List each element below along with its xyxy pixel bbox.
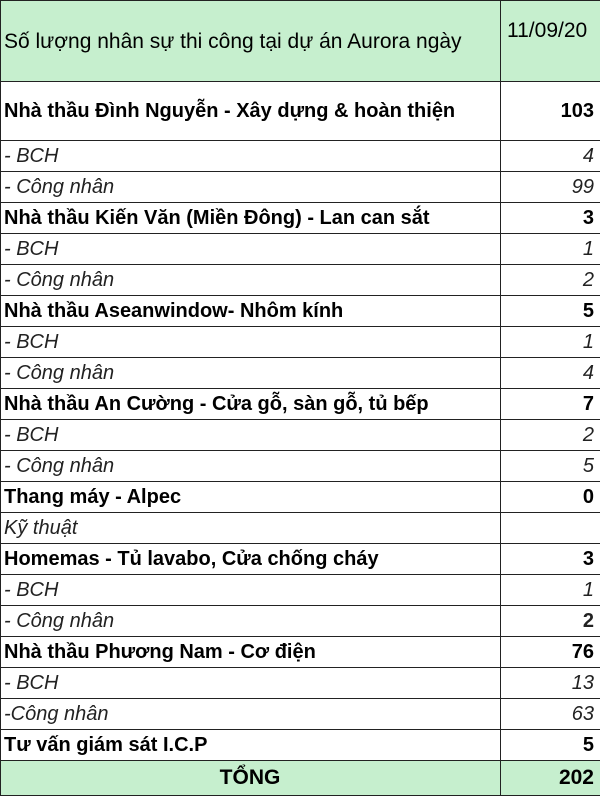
row-value: 76 (501, 637, 600, 668)
row-label: - BCH (1, 420, 501, 451)
contractor-row-aseanwindow (1, 296, 600, 327)
sub-row (1, 172, 600, 203)
row-label: Nhà thầu Đình Nguyễn - Xây dựng & hoàn thiện (1, 82, 501, 141)
row-label: Tư vấn giám sát I.C.P (1, 730, 501, 761)
row-label: Nhà thầu Kiến Văn (Miền Đông) - Lan can sắt (1, 203, 501, 234)
row-value: 5 (501, 451, 600, 482)
row-label: - Công nhân (1, 172, 501, 203)
row-label: - Công nhân (1, 358, 501, 389)
sub-row (1, 575, 600, 606)
total-label: TỔNG (1, 761, 501, 796)
contractor-row-homemas (1, 544, 600, 575)
row-label: Homemas - Tủ lavabo, Cửa chống cháy (1, 544, 501, 575)
sub-row (1, 358, 600, 389)
row-label: Nhà thầu An Cường - Cửa gỗ, sàn gỗ, tủ bếp (1, 389, 501, 420)
sub-row (1, 451, 600, 482)
row-label: -Công nhân (1, 699, 501, 730)
sub-row (1, 606, 600, 637)
total-value: 202 (501, 761, 600, 796)
row-value: 4 (501, 358, 600, 389)
contractor-row-phuong-nam (1, 637, 600, 668)
row-value: 2 (501, 606, 600, 637)
total-row (1, 761, 600, 796)
row-value: 13 (501, 668, 600, 699)
row-value (501, 513, 600, 544)
row-value: 63 (501, 699, 600, 730)
row-value: 103 (501, 82, 600, 141)
sub-row (1, 141, 600, 172)
sub-row (1, 327, 600, 358)
sub-row (1, 513, 600, 544)
row-label: Thang máy - Alpec (1, 482, 501, 513)
row-value: 3 (501, 544, 600, 575)
row-value: 5 (501, 730, 600, 761)
row-label: - Công nhân (1, 265, 501, 296)
sub-row (1, 668, 600, 699)
sub-row (1, 699, 600, 730)
row-label: Kỹ thuật (1, 513, 501, 544)
report-date: 11/09/20 (501, 1, 600, 82)
row-label: Nhà thầu Aseanwindow- Nhôm kính (1, 296, 501, 327)
sub-row (1, 234, 600, 265)
row-label: - BCH (1, 141, 501, 172)
contractor-row-dinh-nguyen (1, 82, 600, 141)
row-value: 4 (501, 141, 600, 172)
sub-row (1, 265, 600, 296)
contractor-row-an-cuong (1, 389, 600, 420)
row-value: 2 (501, 265, 600, 296)
row-label: - Công nhân (1, 606, 501, 637)
row-label: - Công nhân (1, 451, 501, 482)
row-label: - BCH (1, 327, 501, 358)
row-value: 99 (501, 172, 600, 203)
sub-row (1, 420, 600, 451)
row-label: - BCH (1, 575, 501, 606)
contractor-row-icp (1, 730, 600, 761)
row-label: Nhà thầu Phương Nam - Cơ điện (1, 637, 501, 668)
row-value: 1 (501, 234, 600, 265)
row-label: - BCH (1, 668, 501, 699)
table-title: Số lượng nhân sự thi công tại dự án Aurora ngày (1, 1, 501, 82)
row-value: 1 (501, 575, 600, 606)
header-row (1, 1, 600, 82)
row-value: 5 (501, 296, 600, 327)
row-value: 3 (501, 203, 600, 234)
row-value: 7 (501, 389, 600, 420)
row-value: 0 (501, 482, 600, 513)
contractor-row-alpec (1, 482, 600, 513)
row-label: - BCH (1, 234, 501, 265)
row-value: 1 (501, 327, 600, 358)
row-value: 2 (501, 420, 600, 451)
contractor-row-kien-van (1, 203, 600, 234)
